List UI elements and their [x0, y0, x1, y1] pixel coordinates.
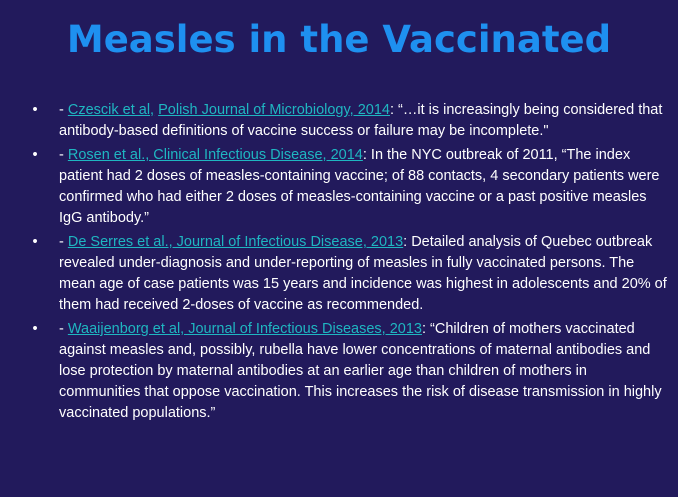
citation-prefix: - — [59, 147, 68, 163]
source-link-journal[interactable]: Polish Journal of Microbiology, 2014 — [158, 102, 390, 118]
source-link[interactable]: Rosen et al., Clinical Infectious Disease, 2014 — [67, 147, 363, 163]
bullet-dot-icon: • — [32, 147, 38, 163]
citation-body: : “Children of mothers vaccinated against measles and, possibly, rubella have lower concentrations of maternal antibodies and lose protection by maternal antibodies at an earlier age than children of mothers in communities that oppose vaccination. This increases the risk of disease transmission in highly vaccinated populations.” — [59, 321, 662, 421]
slide-title: Measles in the Vaccinated — [66, 18, 612, 61]
citation-body: : In the NYC outbreak of 2011, “The index patient had 2 doses of measles-containing vaccine; of 88 contacts, 4 secondary patients were confirmed who had either 2 doses of measles-containing vaccine or a past positive measles IgG antibody.” — [59, 147, 660, 226]
citation-prefix: - — [59, 234, 68, 250]
citation-list — [28, 100, 668, 427]
citation-item-czescik — [28, 100, 668, 142]
citation-item-rosen — [28, 145, 668, 229]
citation-prefix: - — [59, 102, 68, 118]
source-link[interactable]: Waaijenborg et al, Journal of Infectious Diseases, 2013 — [67, 321, 422, 337]
bullet-dot-icon: • — [32, 234, 38, 250]
citation-item-de-serres — [28, 232, 668, 316]
citation-item-waaijenborg — [28, 319, 668, 424]
citation-prefix: - — [59, 321, 68, 337]
bullet-dot-icon: • — [32, 102, 38, 118]
citation-body: : Detailed analysis of Quebec outbreak revealed under-diagnosis and under-reporting of measles in fully vaccinated persons. The mean age of case patients was 15 years and incidence was highest in adolescents and 20% of them had received 2-doses of vaccine as recommended. — [59, 234, 667, 313]
bullet-dot-icon: • — [32, 321, 38, 337]
source-link-authors[interactable]: Czescik et al, — [67, 102, 155, 118]
citation-body: : “…it is increasingly being considered that antibody-based definitions of vaccine success or failure may be incomplete." — [59, 102, 663, 139]
source-link[interactable]: De Serres et al., Journal of Infectious Disease, 2013 — [67, 234, 404, 250]
